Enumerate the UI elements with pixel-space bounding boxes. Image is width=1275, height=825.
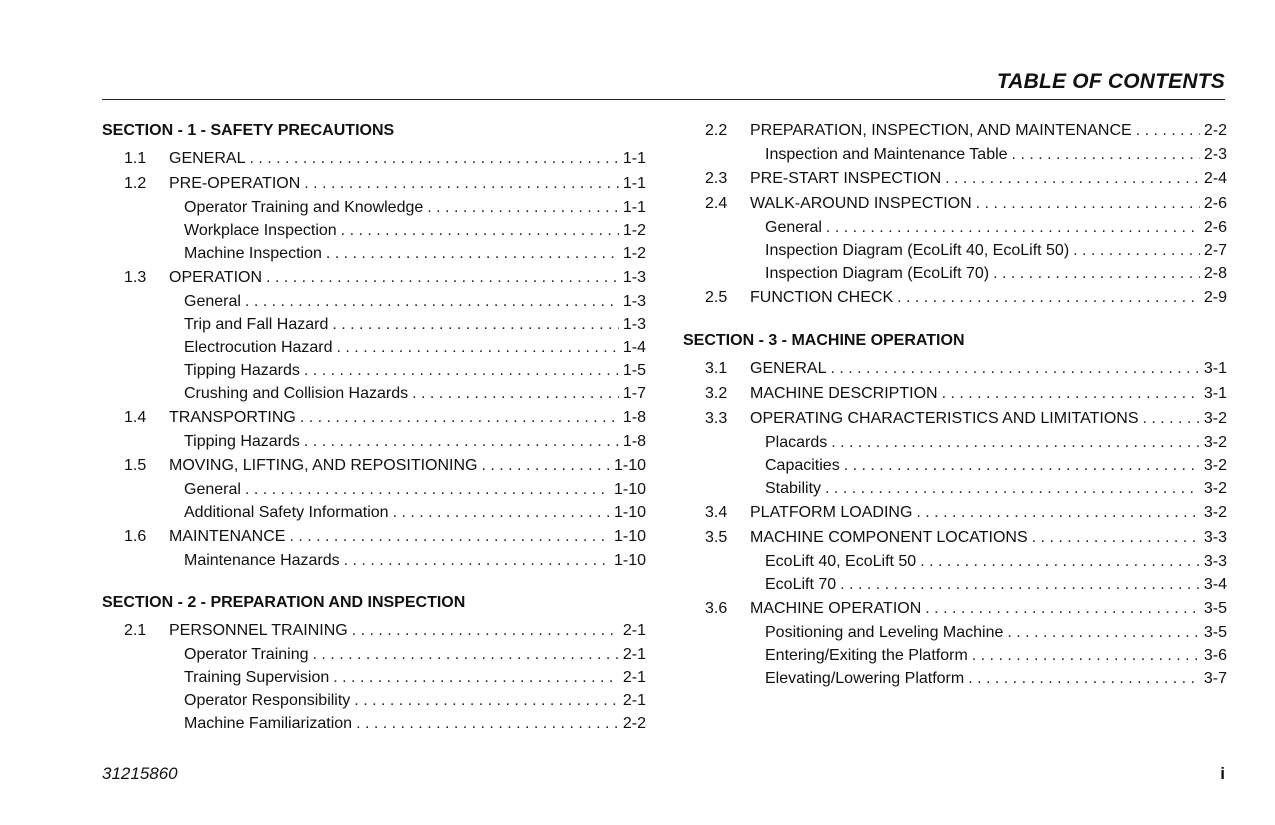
- toc-entry-label: MACHINE OPERATION: [750, 600, 922, 617]
- toc-entry-number: 2.5: [705, 289, 728, 306]
- toc-subentry[interactable]: [102, 242, 646, 265]
- toc-subentry[interactable]: [102, 501, 646, 524]
- toc-entry-page: 1-3: [622, 269, 646, 286]
- dot-leader: [304, 171, 619, 196]
- dot-leader: [972, 644, 1200, 667]
- dot-leader: [337, 336, 619, 359]
- toc-entry-page: 3-3: [1203, 553, 1227, 570]
- toc-entry-label: MAINTENANCE: [169, 528, 286, 545]
- toc-entry-page: 2-4: [1203, 170, 1227, 187]
- toc-entry-page: 1-3: [622, 316, 646, 333]
- dot-leader: [1032, 525, 1200, 550]
- dot-leader: [920, 550, 1200, 573]
- dot-leader: [830, 356, 1199, 381]
- header-divider: [102, 99, 1225, 100]
- toc-entry-label: Training Supervision: [184, 669, 330, 686]
- section-heading[interactable]: SECTION - 1 - SAFETY PRECAUTIONS: [102, 122, 395, 139]
- page-title: TABLE OF CONTENTS: [996, 70, 1225, 93]
- toc-subentry[interactable]: [683, 477, 1227, 500]
- dot-leader: [427, 196, 619, 219]
- toc-subentry[interactable]: [683, 644, 1227, 667]
- toc-entry-label: Operator Training and Knowledge: [184, 199, 424, 216]
- toc-subentry[interactable]: [683, 262, 1227, 285]
- toc-subentry[interactable]: [102, 336, 646, 359]
- toc-entry-number: 3.6: [705, 600, 728, 617]
- toc-entry-label: PERSONNEL TRAINING: [169, 622, 348, 639]
- toc-entry[interactable]: [683, 500, 1227, 525]
- toc-subentry[interactable]: [683, 431, 1227, 454]
- dot-leader: [1073, 239, 1200, 262]
- toc-entry[interactable]: [683, 166, 1227, 191]
- dot-leader: [968, 667, 1200, 690]
- toc-entry[interactable]: [102, 405, 646, 430]
- page-number: i: [1220, 764, 1225, 783]
- toc-entry[interactable]: [102, 618, 646, 643]
- toc-entry-label: MACHINE COMPONENT LOCATIONS: [750, 529, 1028, 546]
- toc-entry-page: 2-1: [622, 622, 646, 639]
- toc-entry[interactable]: [102, 453, 646, 478]
- toc-entry-page: 3-2: [1203, 480, 1227, 497]
- toc-entry[interactable]: [683, 381, 1227, 406]
- toc-entry-page: 3-3: [1203, 529, 1227, 546]
- toc-entry-number: 3.1: [705, 360, 728, 377]
- toc-entry[interactable]: [102, 524, 646, 549]
- toc-entry-label: OPERATION: [169, 269, 263, 286]
- toc-entry-label: Machine Familiarization: [184, 715, 353, 732]
- dot-leader: [393, 501, 610, 524]
- toc-subentry[interactable]: [683, 143, 1227, 166]
- toc-entry-label: Trip and Fall Hazard: [184, 316, 329, 333]
- toc-entry-label: FUNCTION CHECK: [750, 289, 894, 306]
- toc-entry-label: Placards: [765, 434, 828, 451]
- toc-entry-page: 3-2: [1203, 410, 1227, 427]
- toc-entry-number: 3.5: [705, 529, 728, 546]
- toc-subentry[interactable]: [683, 573, 1227, 596]
- toc-entry-number: 2.2: [705, 122, 728, 139]
- dot-leader: [300, 405, 619, 430]
- toc-entry-page: 2-2: [1203, 122, 1227, 139]
- toc-entry-label: OPERATING CHARACTERISTICS AND LIMITATIONS: [750, 410, 1139, 427]
- toc-entry-label: Entering/Exiting the Platform: [765, 647, 968, 664]
- toc-entry-label: Crushing and Collision Hazards: [184, 385, 409, 402]
- toc-entry-label: GENERAL: [169, 150, 246, 167]
- toc-entry-label: General: [765, 219, 822, 236]
- toc-list: [683, 356, 1227, 690]
- toc-entry-page: 2-8: [1203, 265, 1227, 282]
- toc-entry-number: 3.2: [705, 385, 728, 402]
- toc-entry-page: 2-2: [622, 715, 646, 732]
- dot-leader: [1142, 406, 1199, 431]
- toc-entry-label: Inspection Diagram (EcoLift 70): [765, 265, 990, 282]
- dot-leader: [412, 382, 619, 405]
- toc-entry-label: General: [184, 293, 241, 310]
- dot-leader: [945, 166, 1200, 191]
- section-spacer: [102, 572, 646, 588]
- toc-entry-page: 1-1: [622, 150, 646, 167]
- toc-entry-page: 1-3: [622, 293, 646, 310]
- toc-subentry[interactable]: [683, 621, 1227, 644]
- toc-entry[interactable]: [683, 525, 1227, 550]
- dot-leader: [840, 573, 1200, 596]
- toc-entry-number: 1.4: [124, 409, 147, 426]
- toc-entry-label: WALK-AROUND INSPECTION: [750, 195, 972, 212]
- dot-leader: [916, 500, 1199, 525]
- toc-entry[interactable]: [683, 356, 1227, 381]
- toc-subentry[interactable]: [102, 313, 646, 336]
- toc-entry-page: 3-5: [1203, 600, 1227, 617]
- dot-leader: [831, 431, 1200, 454]
- toc-entry-label: General: [184, 481, 241, 498]
- toc-entry-number: 3.3: [705, 410, 728, 427]
- toc-entry-page: 3-2: [1203, 434, 1227, 451]
- dot-leader: [897, 285, 1200, 310]
- dot-leader: [1007, 621, 1199, 644]
- toc-entry-label: MOVING, LIFTING, AND REPOSITIONING: [169, 457, 478, 474]
- dot-leader: [245, 478, 610, 501]
- toc-entry[interactable]: [102, 171, 646, 196]
- toc-entry-page: 1-10: [613, 552, 646, 569]
- toc-entry-page: 3-7: [1203, 670, 1227, 687]
- dot-leader: [332, 313, 619, 336]
- toc-entry-label: Machine Inspection: [184, 245, 322, 262]
- dot-leader: [344, 549, 610, 572]
- toc-entry-page: 3-5: [1203, 624, 1227, 641]
- toc-subentry[interactable]: [102, 290, 646, 313]
- toc-subentry[interactable]: [683, 550, 1227, 573]
- toc-subentry[interactable]: [683, 239, 1227, 262]
- toc-column-left: [102, 116, 646, 735]
- toc-entry-label: Workplace Inspection: [184, 222, 337, 239]
- dot-leader: [326, 242, 619, 265]
- toc-entry-page: 1-10: [613, 481, 646, 498]
- toc-entry-number: 2.3: [705, 170, 728, 187]
- toc-entry-page: 2-1: [622, 669, 646, 686]
- toc-entry-page: 3-4: [1203, 576, 1227, 593]
- toc-subentry[interactable]: [102, 712, 646, 735]
- dot-leader: [925, 596, 1200, 621]
- toc-entry[interactable]: [683, 596, 1227, 621]
- toc-entry-page: 3-6: [1203, 647, 1227, 664]
- toc-entry-page: 1-10: [613, 504, 646, 521]
- toc-entry-label: Capacities: [765, 457, 840, 474]
- toc-entry-label: PRE-OPERATION: [169, 175, 301, 192]
- toc-entry-label: Inspection and Maintenance Table: [765, 146, 1008, 163]
- toc-entry-number: 3.4: [705, 504, 728, 521]
- dot-leader: [313, 643, 619, 666]
- toc-entry-page: 2-1: [622, 692, 646, 709]
- dot-leader: [1136, 118, 1200, 143]
- dot-leader: [249, 146, 618, 171]
- toc-entry-number: 1.5: [124, 457, 147, 474]
- toc-entry-page: 1-10: [613, 528, 646, 545]
- toc-entry-label: PLATFORM LOADING: [750, 504, 913, 521]
- toc-subentry[interactable]: [102, 382, 646, 405]
- dot-leader: [304, 359, 619, 382]
- toc-entry-page: 3-1: [1203, 385, 1227, 402]
- toc-subentry[interactable]: [683, 216, 1227, 239]
- toc-entry-page: 1-8: [622, 409, 646, 426]
- dot-leader: [993, 262, 1200, 285]
- dot-leader: [341, 219, 619, 242]
- toc-entry-page: 2-6: [1203, 219, 1227, 236]
- toc-column-right: [683, 116, 1227, 690]
- toc-entry-label: Inspection Diagram (EcoLift 40, EcoLift 50): [765, 242, 1070, 259]
- toc-entry[interactable]: [102, 265, 646, 290]
- toc-entry[interactable]: [683, 118, 1227, 143]
- document-number: 31215860: [102, 764, 178, 783]
- toc-entry-label: Additional Safety Information: [184, 504, 389, 521]
- toc-entry-page: 1-5: [622, 362, 646, 379]
- toc-entry-label: Tipping Hazards: [184, 362, 300, 379]
- toc-entry-label: PREPARATION, INSPECTION, AND MAINTENANCE: [750, 122, 1132, 139]
- toc-entry-label: Operator Training: [184, 646, 309, 663]
- dot-leader: [942, 381, 1200, 406]
- dot-leader: [356, 712, 619, 735]
- toc-subentry[interactable]: [102, 666, 646, 689]
- toc-subentry[interactable]: [102, 219, 646, 242]
- toc-entry-number: 1.3: [124, 269, 147, 286]
- toc-subentry[interactable]: [102, 689, 646, 712]
- dot-leader: [976, 191, 1200, 216]
- dot-leader: [826, 216, 1200, 239]
- dot-leader: [266, 265, 619, 290]
- toc-entry[interactable]: [683, 285, 1227, 310]
- toc-entry-page: 1-2: [622, 245, 646, 262]
- toc-entry-number: 2.4: [705, 195, 728, 212]
- toc-entry-label: Operator Responsibility: [184, 692, 351, 709]
- toc-entry-label: GENERAL: [750, 360, 827, 377]
- toc-entry-label: MACHINE DESCRIPTION: [750, 385, 938, 402]
- toc-entry-label: Electrocution Hazard: [184, 339, 333, 356]
- section-heading[interactable]: SECTION - 2 - PREPARATION AND INSPECTION: [102, 594, 466, 611]
- toc-entry-label: Maintenance Hazards: [184, 552, 340, 569]
- toc-entry-label: Elevating/Lowering Platform: [765, 670, 965, 687]
- dot-leader: [1012, 143, 1200, 166]
- section-spacer: [683, 310, 1227, 326]
- toc-entry-label: Tipping Hazards: [184, 433, 300, 450]
- toc-entry[interactable]: [683, 191, 1227, 216]
- toc-entry-page: 2-1: [622, 646, 646, 663]
- toc-subentry[interactable]: [102, 643, 646, 666]
- toc-subentry[interactable]: [102, 549, 646, 572]
- toc-entry-number: 1.2: [124, 175, 147, 192]
- toc-entry-label: TRANSPORTING: [169, 409, 296, 426]
- toc-entry-page: 3-2: [1203, 457, 1227, 474]
- dot-leader: [245, 290, 619, 313]
- toc-entry-page: 2-6: [1203, 195, 1227, 212]
- dot-leader: [825, 477, 1200, 500]
- toc-entry-page: 2-3: [1203, 146, 1227, 163]
- toc-subentry[interactable]: [683, 667, 1227, 690]
- toc-entry-label: EcoLift 40, EcoLift 50: [765, 553, 917, 570]
- toc-subentry[interactable]: [102, 359, 646, 382]
- toc-entry-page: 3-1: [1203, 360, 1227, 377]
- toc-entry-label: PRE-START INSPECTION: [750, 170, 942, 187]
- toc-subentry[interactable]: [102, 478, 646, 501]
- toc-entry-page: 1-4: [622, 339, 646, 356]
- dot-leader: [481, 453, 609, 478]
- toc-entry-number: 1.1: [124, 150, 147, 167]
- dot-leader: [289, 524, 610, 549]
- toc-entry-number: 1.6: [124, 528, 147, 545]
- toc-entry-page: 1-2: [622, 222, 646, 239]
- toc-list: [102, 146, 646, 572]
- dot-leader: [333, 666, 619, 689]
- toc-entry-page: 2-7: [1203, 242, 1227, 259]
- toc-entry-number: 2.1: [124, 622, 147, 639]
- toc-subentry[interactable]: [683, 454, 1227, 477]
- toc-subentry[interactable]: [102, 430, 646, 453]
- toc-entry-page: 1-1: [622, 199, 646, 216]
- dot-leader: [354, 689, 619, 712]
- toc-list: [683, 118, 1227, 310]
- toc-entry-page: 1-1: [622, 175, 646, 192]
- toc-list: [102, 618, 646, 735]
- dot-leader: [304, 430, 619, 453]
- toc-entry-label: EcoLift 70: [765, 576, 837, 593]
- toc-entry-page: 1-8: [622, 433, 646, 450]
- toc-entry-page: 1-10: [613, 457, 646, 474]
- section-heading[interactable]: SECTION - 3 - MACHINE OPERATION: [683, 332, 965, 349]
- toc-entry[interactable]: [102, 146, 646, 171]
- dot-leader: [352, 618, 619, 643]
- dot-leader: [844, 454, 1200, 477]
- toc-entry-page: 1-7: [622, 385, 646, 402]
- toc-entry-label: Stability: [765, 480, 822, 497]
- toc-subentry[interactable]: [102, 196, 646, 219]
- toc-entry-label: Positioning and Leveling Machine: [765, 624, 1004, 641]
- toc-entry-page: 3-2: [1203, 504, 1227, 521]
- toc-entry-page: 2-9: [1203, 289, 1227, 306]
- toc-entry[interactable]: [683, 406, 1227, 431]
